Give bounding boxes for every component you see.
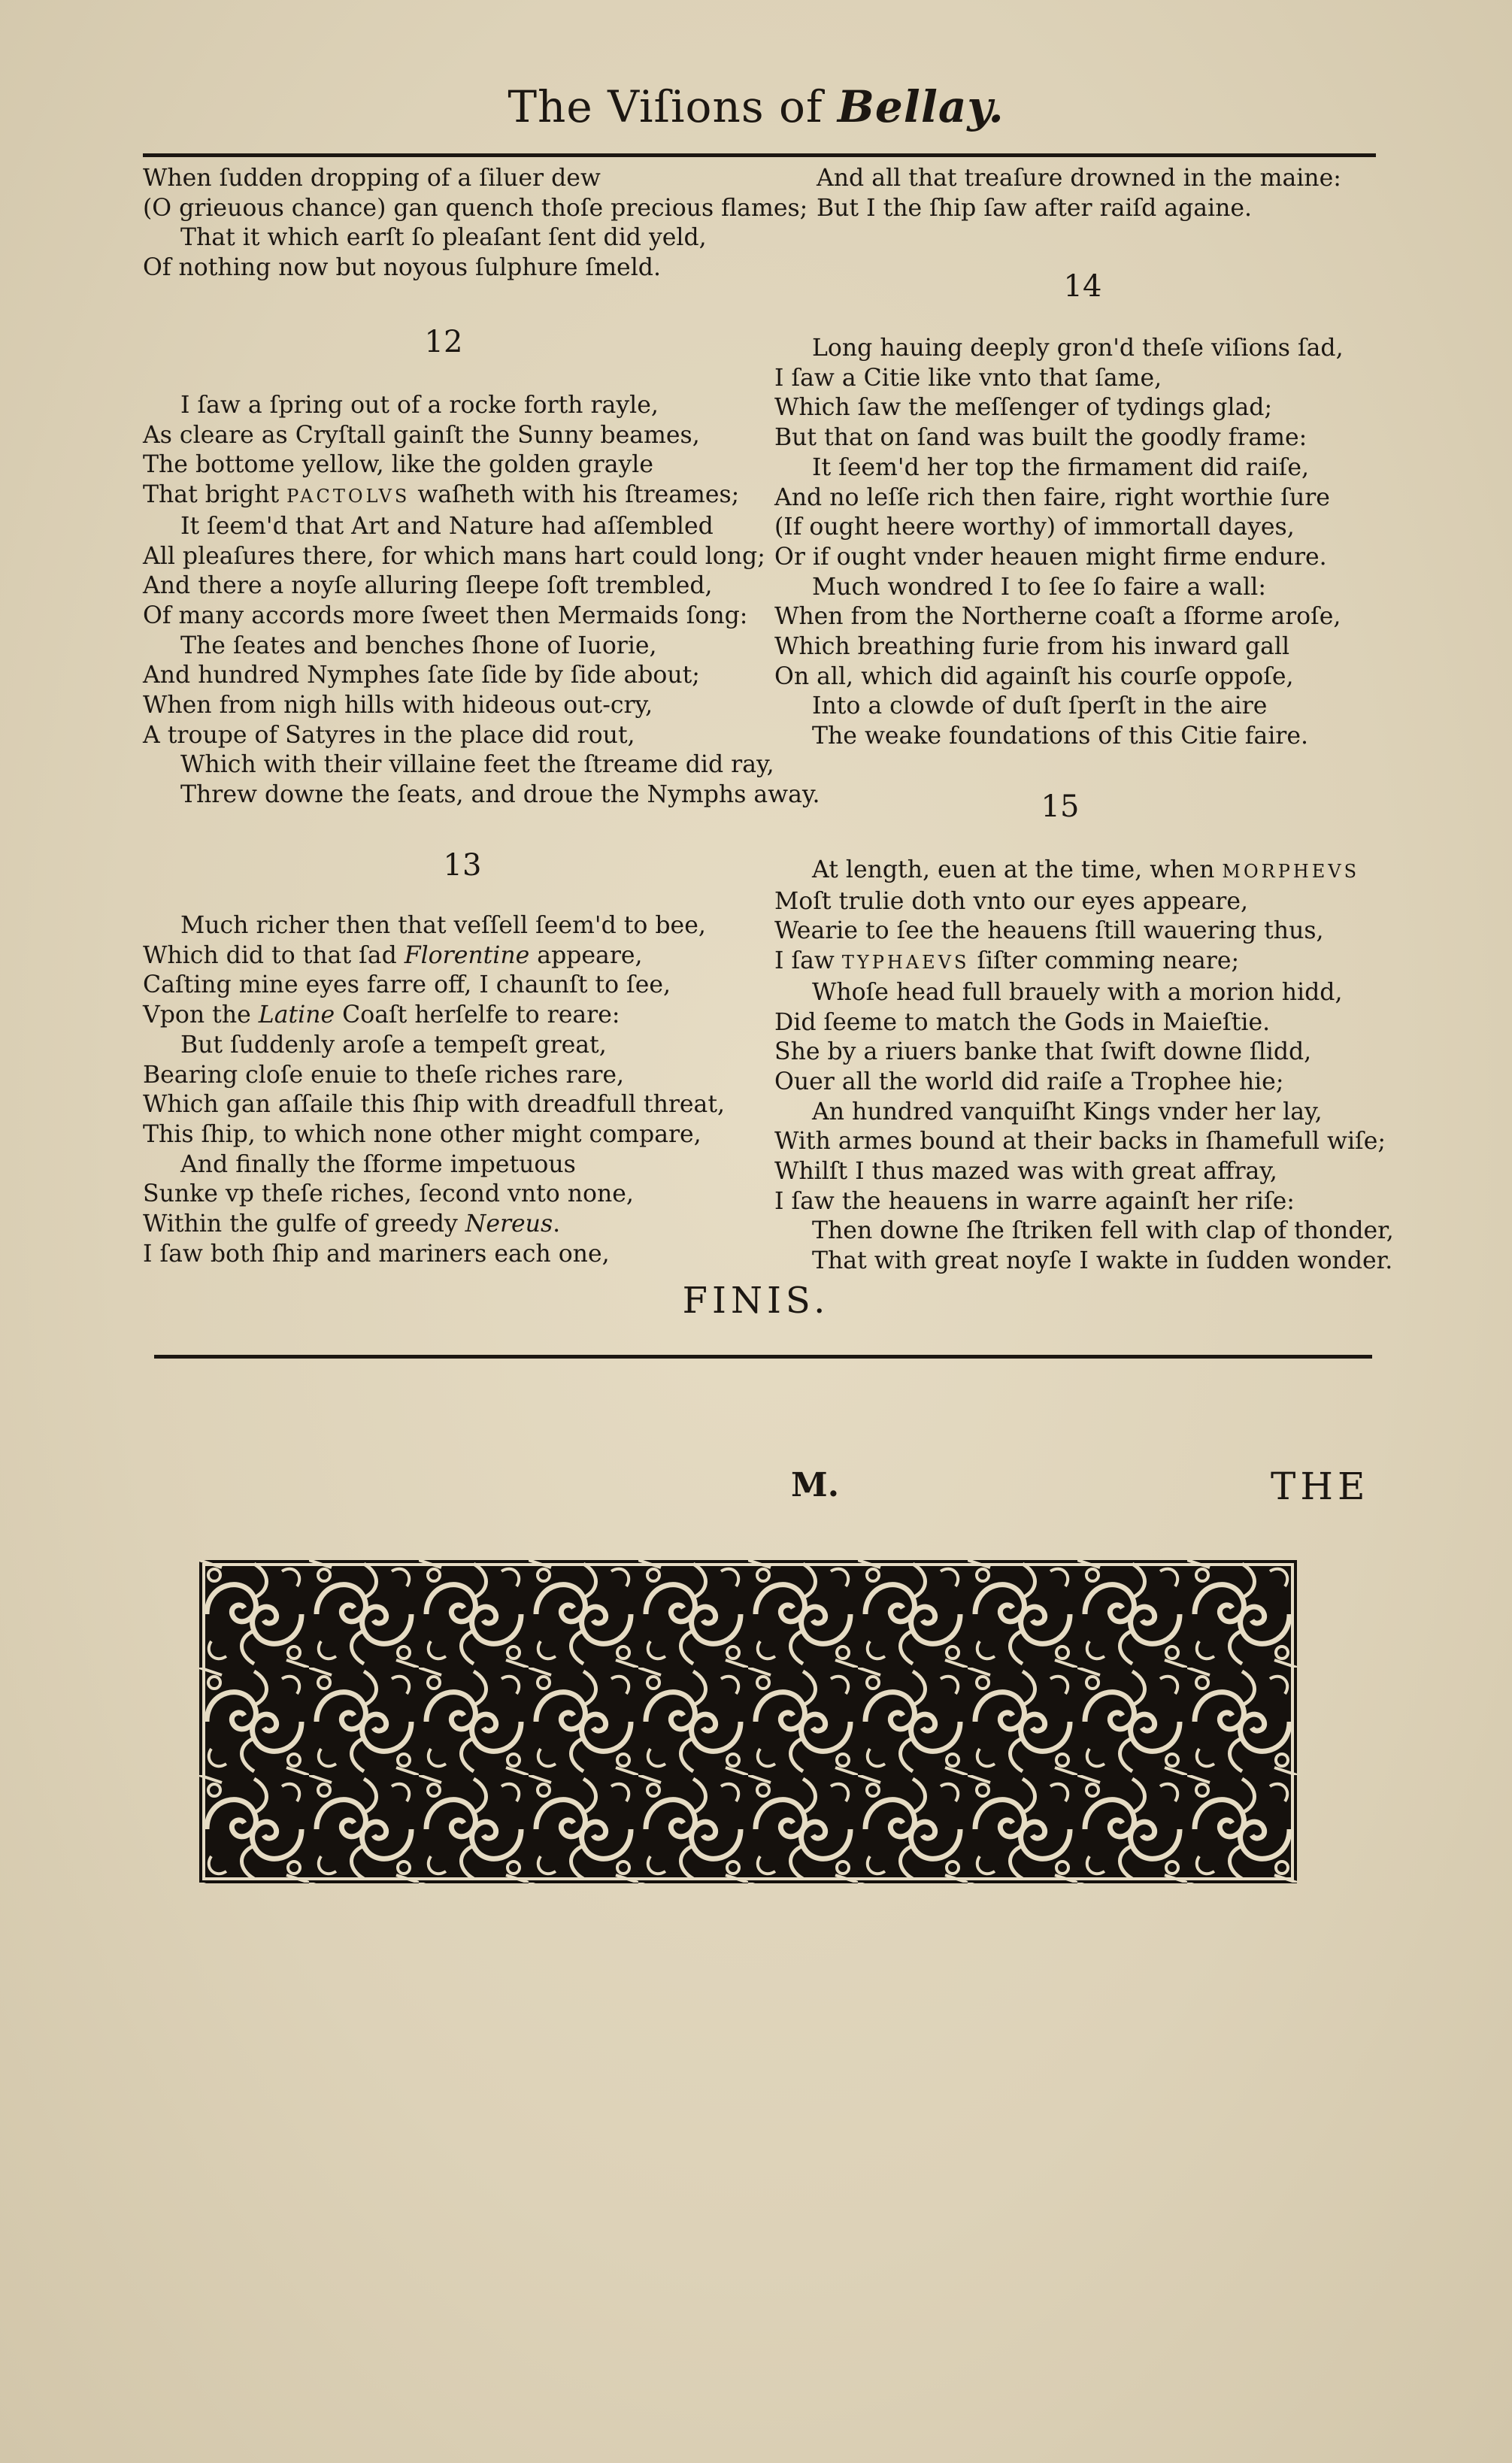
verse-line: But ſuddenly aroſe a tempeſt great,: [180, 1031, 607, 1059]
verse-line: When from the Northerne coaſt a ſforme aroſe,: [774, 603, 1341, 631]
verse-line: Then downe ſhe ſtriken fell with clap of thonder,: [812, 1217, 1394, 1245]
finis: FINIS.: [682, 1280, 830, 1322]
verse-line: I ſaw a Citie like vnto that ſame,: [774, 364, 1162, 392]
verse-line: The weake foundations of this Citie faire.: [812, 723, 1309, 750]
right-column-top: [817, 164, 1418, 223]
verse-line-morpheus: At length, euen at the time, when MORPHEVS: [812, 856, 1360, 883]
verse-line-florentine: Which did to that ſad Florentine appeare,: [143, 941, 643, 969]
verse-line: Sunke vp theſe riches, ſecond vnto none,: [143, 1180, 634, 1208]
verse-line: Threw downe the ſeats, and droue the Nymphs away.: [180, 781, 820, 809]
verse-line: (O grieuous chance) gan quench thoſe precious flames;: [143, 194, 808, 222]
verse-line: The bottome yellow, like the golden grayle: [143, 451, 654, 479]
verse-line: Or if ought vnder heauen might firme endure.: [774, 543, 1327, 571]
word-latine: Latine: [258, 1001, 335, 1029]
verse-line: That with great noyſe I wakte in ſudden wonder.: [812, 1247, 1393, 1275]
left-column-top: [143, 164, 808, 283]
verse-line: And finally the ſforme impetuous: [180, 1150, 576, 1178]
verse-line: This ſhip, to which none other might compare,: [143, 1120, 701, 1148]
verse-line: On all, which did againſt his courſe oppoſe,: [774, 662, 1294, 690]
verse-line: I ſaw the heauens in warre againſt her riſe:: [774, 1187, 1295, 1215]
verse-line: It ſeem'd that Art and Nature had aſſembled: [180, 512, 714, 540]
header-rule: [143, 153, 1376, 157]
verse-line: All pleaſures there, for which mans hart could long;: [143, 542, 765, 570]
verse-line: And hundred Nymphes ſate ſide by ſide about;: [143, 662, 700, 689]
verse-line: Whoſe head full brauely with a morion hidd,: [812, 978, 1343, 1006]
verse-line: And no leſſe rich then faire, right worthie ſure: [774, 483, 1330, 511]
sonnet-13: [143, 911, 759, 1269]
verse-line-latine: Vpon the Latine Coaſt herſelfe to reare:: [143, 1001, 620, 1029]
verse-line: Did ſeeme to match the Gods in Maieſtie.: [774, 1008, 1271, 1036]
verse-line: Ouer all the world did raiſe a Trophee hie;: [774, 1068, 1284, 1095]
verse-line: As cleare as Cryſtall gainſt the Sunny beames,: [143, 421, 700, 449]
word-nereus: Nereus: [465, 1210, 553, 1238]
name-pactolus: PACTOLVS: [286, 486, 411, 507]
verse-line: The ſeates and benches ſhone of Iuorie,: [180, 632, 657, 659]
signature-mark: M.: [791, 1466, 840, 1504]
verse-line: Long hauing deeply gron'd theſe viſions ſad,: [812, 335, 1344, 362]
word-florentine: Florentine: [404, 941, 530, 969]
verse-line-pactolus: That bright PACTOLVS waſheth with his ſtreames;: [143, 481, 740, 509]
sonnet-number-15: 15: [1041, 789, 1080, 824]
verse-line: She by a riuers banke that ſwift downe ſlidd,: [774, 1038, 1312, 1066]
verse-line: When ſudden dropping of a ſiluer dew: [143, 165, 601, 192]
verse-line: Which breathing furie from his inward gall: [774, 633, 1290, 661]
verse-line: (If ought heere worthy) of immortall dayes,: [774, 514, 1295, 541]
name-typhaeus: TYPHAEVS: [841, 952, 970, 974]
verse-line: And there a noyſe alluring ſleepe ſoft trembled,: [143, 572, 713, 600]
verse-line: I ſaw both ſhip and mariners each one,: [143, 1240, 610, 1268]
verse-line: A troupe of Satyres in the place did rout,: [143, 721, 635, 749]
verse-line-nereus: Within the gulfe of greedy Nereus.: [143, 1210, 561, 1238]
verse-line: Whilſt I thus mazed was with great affray,: [774, 1158, 1277, 1186]
verse-line: I ſaw a ſpring out of a rocke forth rayle,: [180, 392, 659, 419]
running-head: [0, 81, 1512, 132]
verse-line: Much richer then that veſſell ſeem'd to bee,: [180, 912, 706, 939]
verse-line: Much wondred I to ſee ſo faire a wall:: [812, 573, 1266, 601]
verse-line: That it which earſt ſo pleaſant ſent did yeld,: [180, 224, 707, 252]
verse-line: An hundred vanquiſht Kings vnder her lay,: [812, 1098, 1323, 1125]
sonnet-number-14: 14: [1063, 269, 1102, 304]
finis-rule: [154, 1355, 1372, 1359]
verse-line: Into a clowde of duſt ſperſt in the aire: [812, 692, 1268, 720]
verse-line: But I the ſhip ſaw after raiſd againe.: [817, 194, 1253, 222]
verse-line: With armes bound at their backs in ſhamefull wiſe;: [774, 1128, 1386, 1156]
decorative-scroll-ornament-icon: [199, 1560, 1297, 1883]
sonnet-14: [774, 334, 1376, 752]
verse-line: Caſting mine eyes farre off, I chaunſt to ſee,: [143, 971, 671, 999]
verse-line: But that on ſand was built the goodly frame:: [774, 424, 1307, 452]
verse-line: When from nigh hills with hideous out-cry,: [143, 692, 653, 720]
verse-line: Which with their villaine feet the ſtreame did ray,: [180, 751, 774, 779]
verse-line: Which ſaw the meſſenger of tydings glad;: [774, 394, 1273, 422]
verse-line: Wearie to ſee the heauens ſtill wauering thus,: [774, 917, 1324, 945]
verse-line: It ſeem'd her top the firmament did raiſe,: [812, 453, 1309, 481]
running-head-prefix: The Viſions of: [508, 81, 838, 132]
verse-line-typhaeus: I ſaw TYPHAEVS ſiſter comming neare;: [774, 947, 1240, 975]
verse-line: Of many accords more ſweet then Mermaids ſong:: [143, 601, 748, 629]
sonnet-15: [774, 856, 1394, 1277]
verse-line: Bearing cloſe enuie to theſe riches rare,: [143, 1061, 625, 1089]
verse-line: Moſt trulie doth vnto our eyes appeare,: [774, 887, 1248, 915]
catchword: THE: [1271, 1465, 1370, 1508]
verse-line: Which gan aſſaile this ſhip with dreadfull threat,: [143, 1091, 726, 1119]
name-morpheus: MORPHEVS: [1222, 861, 1360, 882]
verse-line: And all that treaſure drowned in the maine:: [817, 165, 1341, 192]
sonnet-12: [143, 391, 820, 810]
sonnet-number-12: 12: [424, 325, 463, 359]
running-head-name: Bellay.: [837, 81, 1004, 132]
sonnet-number-13: 13: [443, 848, 482, 883]
verse-line: Of nothing now but noyous ſulphure ſmeld.: [143, 254, 661, 282]
